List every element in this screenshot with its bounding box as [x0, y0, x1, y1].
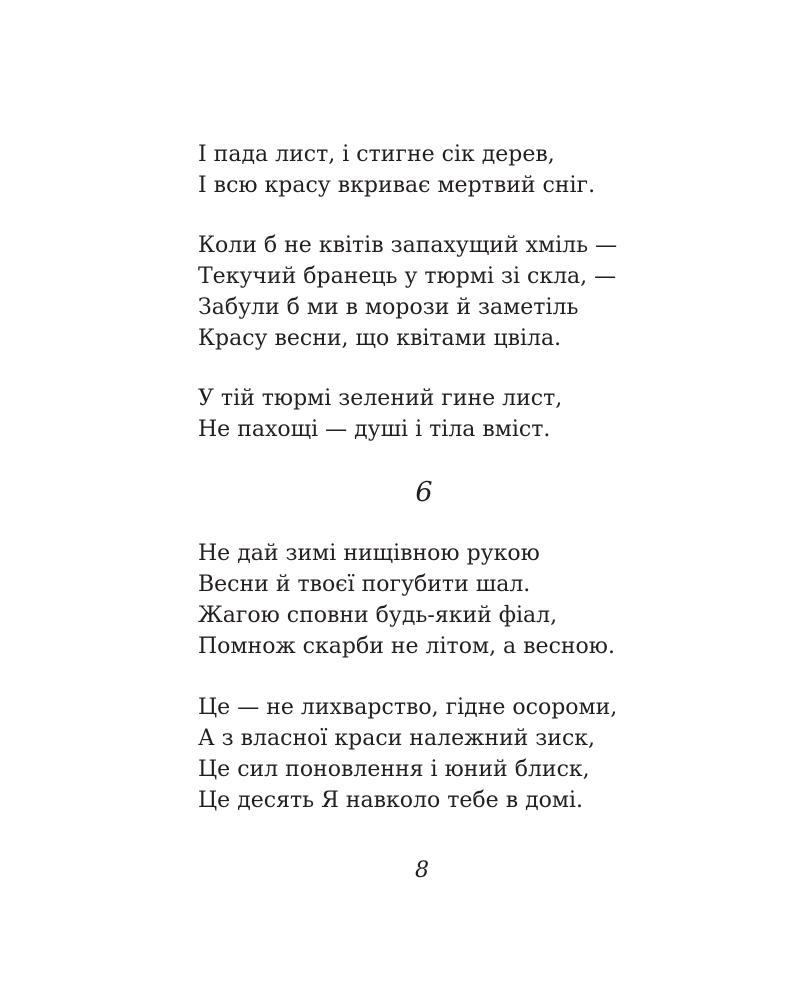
poem-line: І всю красу вкриває мертвий сніг. — [198, 173, 596, 198]
poem-line: Коли б не квітів запахущий хміль — — [198, 233, 618, 258]
stanza — [198, 538, 615, 662]
stanza — [198, 692, 617, 816]
poem-line: Помнож скарби не літом, а весною. — [198, 634, 615, 659]
poem-line: Весни й твоєї погубити шал. — [198, 572, 531, 597]
poem-line: І пада лист, і стигне сік дерев, — [198, 142, 555, 167]
stanza — [198, 139, 595, 201]
poem-line: Жагою сповни будь-який фіал, — [198, 603, 558, 628]
poem-line: Красу весни, що квітами цвіла. — [198, 326, 562, 351]
poem-line: Не дай зимі нищівною рукою — [198, 541, 540, 566]
page-number: 8 — [415, 858, 429, 883]
poem-line: Забули б ми в морози й заметіль — [198, 295, 579, 320]
poem-line: Це сил поновлення і юний блиск, — [198, 757, 590, 782]
poem-line: У тій тюрмі зелений гине лист, — [198, 386, 563, 411]
stanza — [198, 230, 617, 354]
poem-line: Це — не лихварство, гідне осороми, — [198, 695, 618, 720]
stanza — [198, 383, 562, 445]
poem-line: А з власної краси належний зиск, — [198, 726, 596, 751]
sonnet-number: 6 — [415, 477, 433, 508]
poem-line: Це десять Я навколо тебе в домі. — [198, 788, 583, 813]
poem-line: Не пахощі — душі і тіла вміст. — [198, 417, 551, 442]
poem-line: Текучий бранець у тюрмі зі скла, — — [198, 264, 617, 289]
